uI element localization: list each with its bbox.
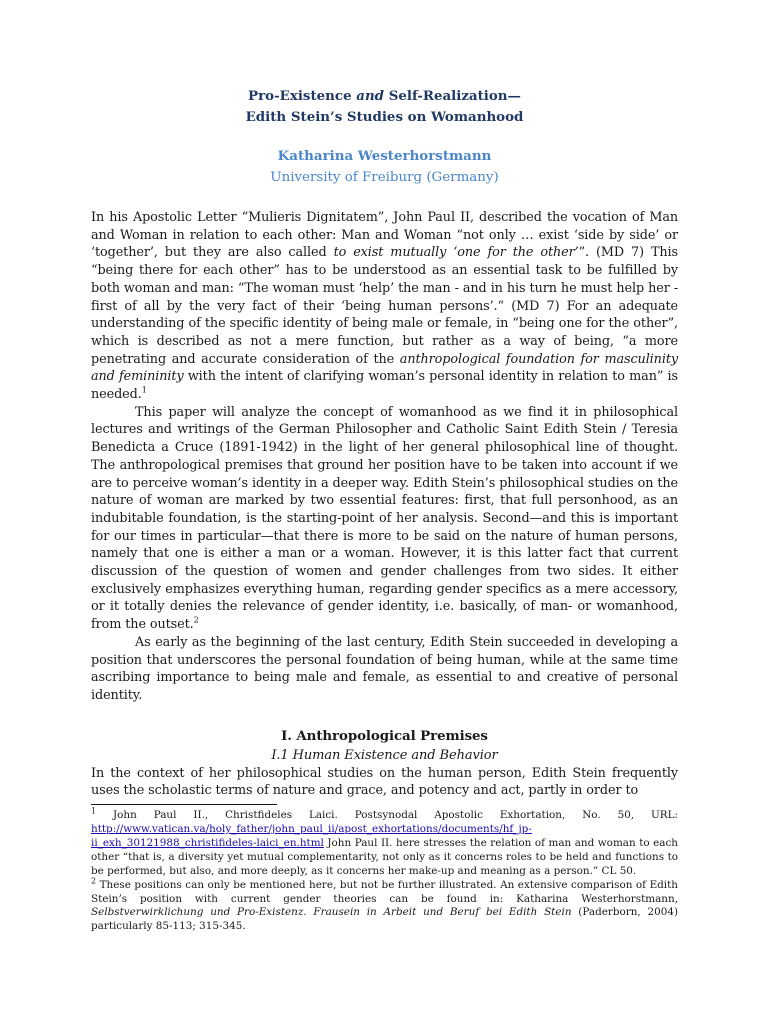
author-block (91, 146, 678, 188)
paper-title (91, 86, 678, 128)
footnote-ref-1[interactable]: 1 (141, 385, 147, 395)
author-name: Katharina Westerhorstmann (277, 148, 492, 164)
paragraph-text: This paper will analyze the concept of womanhood as we find it in philosophical lectures and writings of the German Philosopher and Catholic Saint Edith Stein / Teresia Benedicta a Cruce (1891-1942) in the light of her general philosophical line of thought. The anthropological premises that ground her position have to be taken into account if we are to perceive woman’s identity in a deeper way. Edith Stein’s philosophical studies on the nature of woman are marked by two essential features: first, that full personhood, as an indubitable foundation, is the starting-point of her analysis. Second—and this is important for our times in particular—that there is more to be said on the nature of human persons, namely that one is either a man or a woman. However, it is this latter fact that current discussion of the question of women and gender challenges from two sides. It either exclusively emphasizes everything human, regarding gender specifics as a mere accessory, or it totally denies the relevance of gender identity, i.e. basically, of man- or womanhood, from the outset. (91, 404, 678, 633)
paragraph-text: ”. (MD 7) This “being there for each other” has to be understood as an essential task to be fulfilled by both woman and man: “The woman must ‘help’ the man - and in his turn he must help her - first of all by the very fact of their ‘being human persons’.“ (MD 7) For an adequate understanding of the specific identity of being male or female, in “being one for the other”, which is described as not a mere function, but rather as a way of being, “a more penetrating and accurate consideration of the (91, 245, 679, 367)
footnote-1 (91, 806, 678, 879)
paragraph-text: As early as the beginning of the last century, Edith Stein succeeded in developing a position that underscores the personal foundation of being human, while at the same time ascribing importance to being male and female, as essential to and creative of personal identity. (91, 634, 678, 703)
footnote-text: (Paderborn, 2004) particularly 85-113; 315-345. (91, 906, 678, 933)
footnote-link[interactable]: http://www.vatican.va/holy_father/john_paul_ii/apost_exhortations/documents/hf_jp-ii_exh_30121988_christifideles-laici_en.html (91, 823, 532, 849)
footnote-divider (91, 804, 277, 805)
footnotes (91, 806, 678, 934)
title-italic-part: and (356, 88, 385, 104)
subsection-heading: I.1 Human Existence and Behavior (271, 747, 498, 763)
footnote-ref-2[interactable]: 2 (193, 615, 199, 625)
title-text-part: Self-Realization— (384, 88, 521, 104)
paragraph-3 (91, 634, 678, 705)
section-heading: I. Anthropological Premises (281, 727, 488, 744)
paragraph-text: In his Apostolic Letter “Mulieris Dignitatem”, John Paul II, described the vocation of Man and Woman in relation to each other: Man and Woman “not only … exist ‘side by side’ or ‘together’, but they are also called (91, 210, 678, 261)
footnote-number: 1 (91, 806, 97, 816)
paragraph-italic: anthropological foundation for masculinity and femininity (91, 351, 678, 385)
footnote-italic: Selbstverwirklichung und Pro-Existenz. Frausein in Arbeit und Beruf bei Edith Stein (91, 906, 572, 919)
footnote-text: John Paul II., Christfideles Laici. Postsynodal Apostolic Exhortation, No. 50, URL: (96, 809, 678, 822)
footnote-text: These positions can only be mentioned here, but not be further illustrated. An extensive comparison of Edith Stein’s position with current gender theories can be found in: Katharina Westerhorstmann, (91, 878, 678, 905)
body-text (91, 209, 678, 800)
paragraph-4 (91, 765, 678, 800)
paragraph-1 (91, 209, 678, 404)
footnote-2 (91, 876, 678, 935)
paragraph-text: In the context of her philosophical studies on the human person, Edith Stein frequently uses the scholastic terms of nature and grace, and potency and act, partly in order to (91, 765, 678, 799)
paragraph-2 (91, 404, 678, 634)
paragraph-italic: to exist mutually ‘one for the other’ (333, 245, 579, 261)
footnote-text: John Paul II. here stresses the relation of man and woman to each other “that is, a diversity yet mutual complementarity, not only as it concerns roles to be held and functions to be performed, but also, and more deeply, as it concerns her make-up and meaning as a person.” CL 50. (91, 836, 678, 877)
footnote-number: 2 (91, 876, 97, 886)
title-text-part: Pro-Existence (248, 88, 357, 104)
title-line-1 (91, 86, 678, 107)
author-affiliation: University of Freiburg (Germany) (270, 170, 499, 185)
paragraph-text: with the intent of clarifying woman’s personal identity in relation to man” is needed. (91, 369, 678, 403)
title-line-2: Edith Stein’s Studies on Womanhood (245, 109, 524, 125)
